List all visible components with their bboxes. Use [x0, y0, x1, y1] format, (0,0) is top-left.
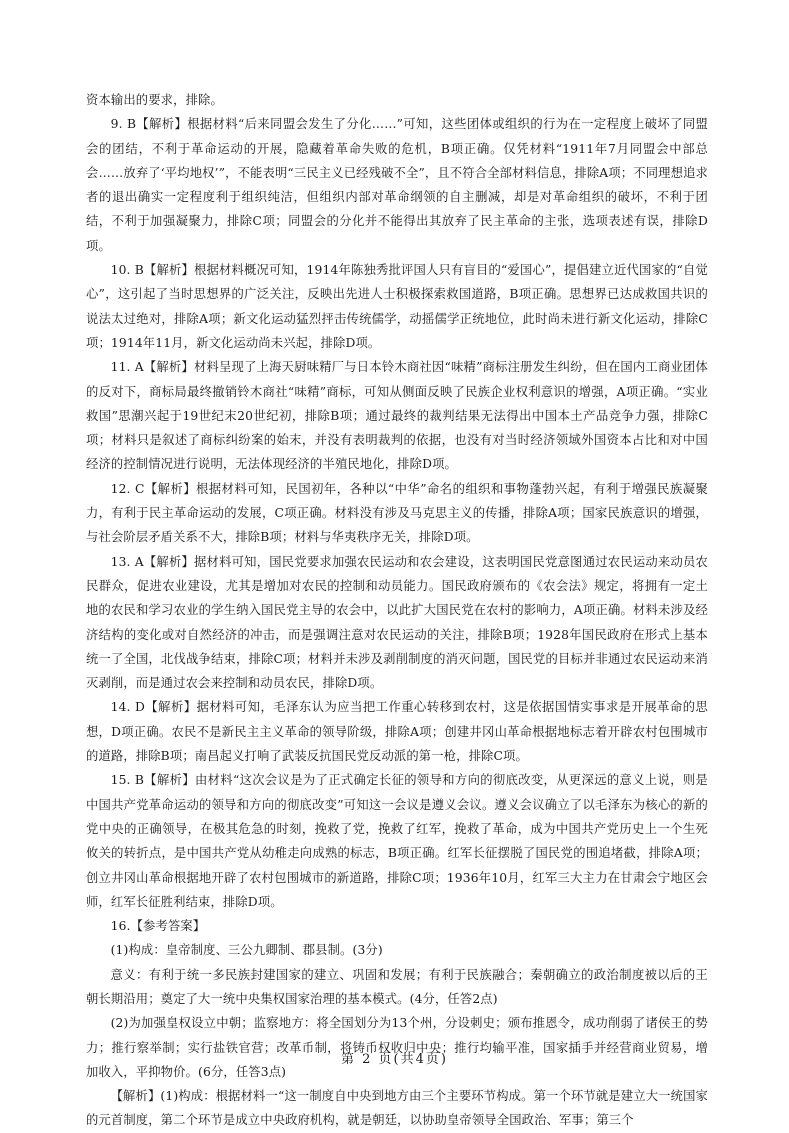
paragraph: 13. A【解析】据材料可知，国民党要求加强农民运动和农会建设，这表明国民党意图通过农民运动来动员农民群众，促进农业建设，尤其是增加对农民的控制和动员能力。国民政府颁布的《农会法》规定，将拥有一定土地的农民和学习农业的学生纳入国民党主导的农会中，以此扩大国民党在农村的影响力，A项正确。材料未涉及经济结构的变化或对自然经济的冲击，而是强调注意对农民运动的关注，排除B项；1928年国民政府在形式上基本统一了全国，北伐战争结束，排除C项；材料并未涉及剥削制度的消灭问题，国民党的目标并非通过农民运动来消灭剥削，而是通过农会来控制和动员农民，排除D项。: [86, 554, 708, 691]
paragraph: 11. A【解析】材料呈现了上海天厨味精厂与日本铃木商社因“味精”商标注册发生纠纷，但在国内工商业团体的反对下，商标局最终撤销铃木商社“味精”商标，可知从侧面反映了民族企业权利意识的增强，A项正确。“实业救国”思潮兴起于19世纪末20世纪初，排除B项；通过最终的裁判结果无法得出中国本土产品竞争力强，排除C项；材料只是叙述了商标纠纷案的始末，并没有表明裁判的依据，也没有对当时经济领域外国资本占比和对中国经济的控制情况进行说明，无法体现经济的半殖民地化，排除D项。: [86, 360, 708, 472]
paragraph: 【解析】(1)构成：根据材料一“这一制度自中央到地方由三个主要环节构成。第一个环节就是建立大一统国家的元首制度，第二个环节是成立中央政府机构，就是朝廷，以协助皇帝领导全国政治、军事；第三个: [86, 1089, 708, 1128]
paragraph: 资本输出的要求，排除。: [86, 93, 223, 107]
paragraph: 14. D【解析】据材料可知，毛泽东认为应当把工作重心转移到农村，这是依据国情实事求是开展革命的思想，D项正确。农民不是新民主主义革命的领导阶级，排除A项；创建井冈山革命根据地标志着开辟农村包围城市的道路，排除B项；南昌起义打响了武装反抗国民党反动派的第一枪，排除C项。: [86, 700, 708, 764]
paragraph: 10. B【解析】根据材料概况可知，1914年陈独秀批评国人只有盲目的“爱国心”，提倡建立近代国家的“自觉心”，这引起了当时思想界的广泛关注，反映出先进人士积极探索救国道路，B项正确。思想界已达成救国共识的说法太过绝对，排除A项；新文化运动猛烈抨击传统儒学，动摇儒学正统地位，此时尚未进行新文化运动，排除C项；1914年11月，新文化运动尚未兴起，排除D项。: [86, 263, 708, 350]
paragraph: 12. C【解析】根据材料可知，民国初年，各种以“中华”命名的组织和事物蓬勃兴起，有利于增强民族凝聚力，有利于民主革命运动的发展，C项正确。材料没有涉及马克思主义的传播，排除A项；国家民族意识的增强，与社会阶层矛盾关系不大，排除B项；材料与华夷秩序无关，排除D项。: [86, 481, 708, 545]
paragraph: 15. B【解析】由材料“这次会议是为了正式确定长征的领导和方向的彻底改变，从更深远的意义上说，则是中国共产党革命运动的领导和方向的彻底改变”可知这一会议是遵义会议。遵义会议确立了以毛泽东为核心的新的党中央的正确领导，在极其危急的时刻，挽救了党，挽救了红军，挽救了革命，成为中国共产党历史上一个生死攸关的转折点，是中国共产党从幼稚走向成熟的标志，B项正确。红军长征摆脱了国民党的围追堵截，排除A项；创立井冈山革命根据地开辟了农村包围城市的新道路，排除C项；1936年10月，红军三大主力在甘肃会宁地区会师，红军长征胜利结束，排除D项。: [86, 773, 708, 909]
paragraph: 意义：有利于统一多民族封建国家的建立、巩固和发展；有利于民族融合；秦朝确立的政治制度被以后的王朝长期沿用；奠定了大一统中央集权国家治理的基本模式。(4分，任答2点): [86, 967, 708, 1006]
paragraph: 16.【参考答案】: [110, 919, 206, 934]
paragraph: (2)为加强皇权设立中朝；监察地方：将全国划分为13个州，分设刺史；颁布推恩令，成功削弱了诸侯王的势力；推行察举制；实行盐铁官营；改革币制，将铸币权收归中央；推行均输平准，国家插手并经营商业贸易，增加收入，平抑物价。(6分，任答3点): [86, 1016, 708, 1079]
page-number: 第 2 页(共4页): [341, 1052, 448, 1067]
paragraph: 9. B【解析】根据材料“后来同盟会发生了分化……”可知，这些团体或组织的行为在一定程度上破坏了同盟会的团结，不利于革命运动的开展，隐藏着革命失败的危机，B项正确。仅凭材料“1911年7月同盟会中部总会……放弃了‘平均地权’”，不能表明“三民主义已经残破不全”，且不符合全部材料信息，排除A项；不同理想追求者的退出确实一定程度利于组织纯洁，但组织内部对革命纲领的自主删减，却是对革命组织的破坏，不利于团结，不利于加强凝聚力，排除C项；同盟会的分化并不能得出其放弃了民主革命的主张，选项表述有误，排除D项。: [86, 117, 708, 253]
answer-explanations: [86, 88, 708, 1133]
paragraph: (1)构成：皇帝制度、三公九卿制、郡县制。(3分): [110, 943, 383, 958]
